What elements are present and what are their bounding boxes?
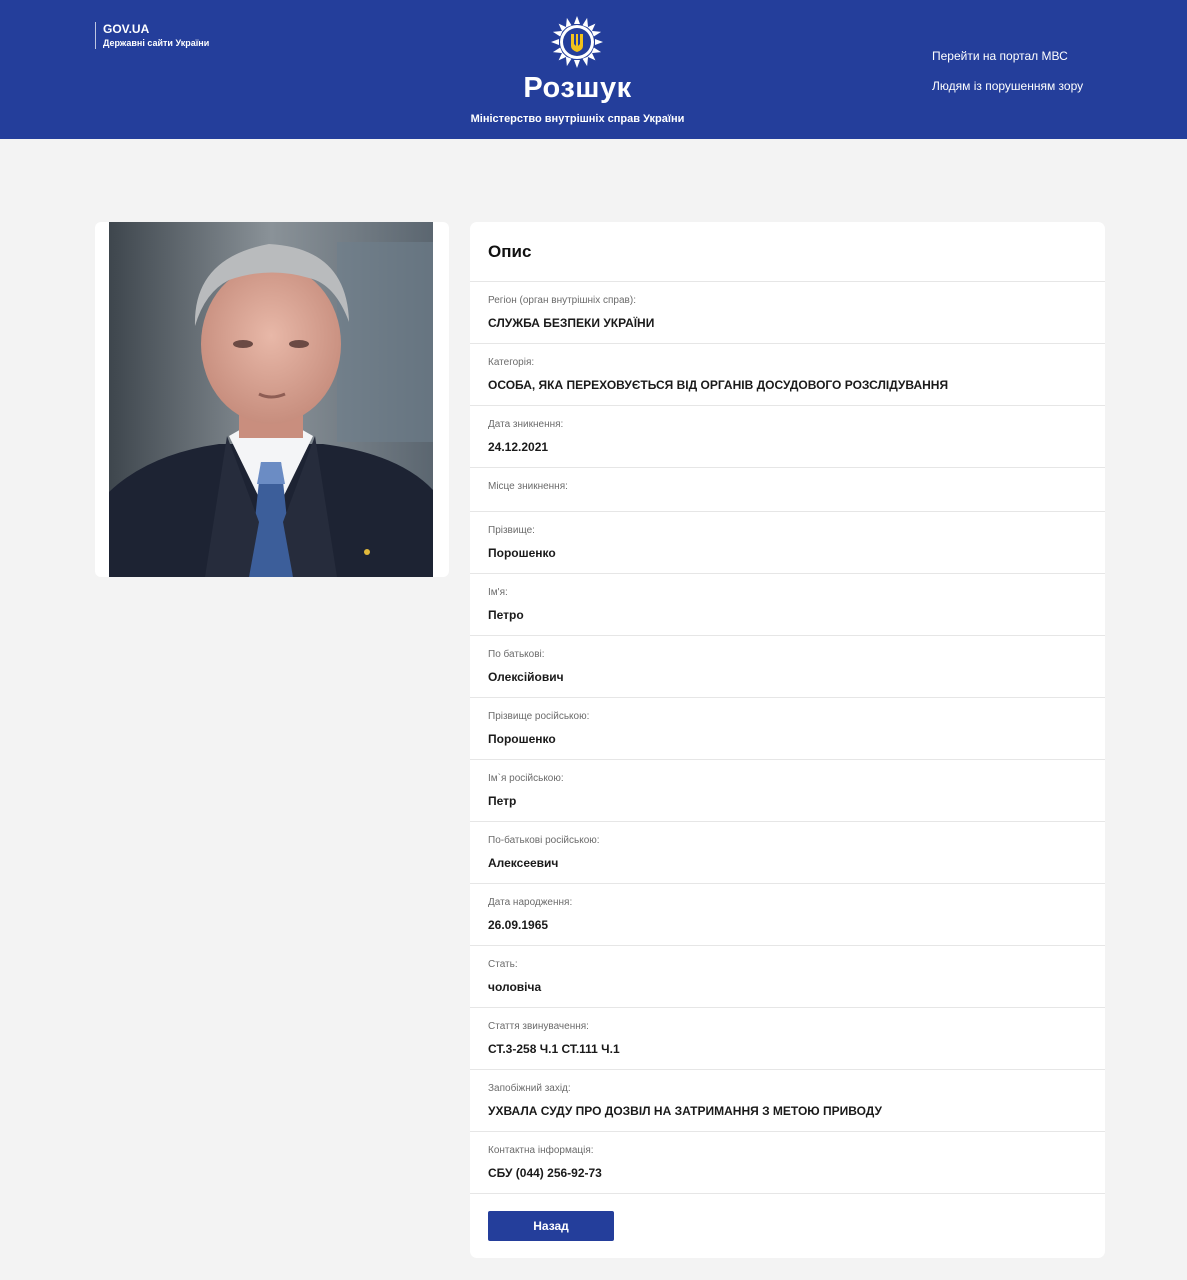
link-accessibility[interactable]: Людям із порушенням зору (932, 79, 1084, 93)
person-photo (109, 222, 433, 577)
field-label: Прізвище: (488, 525, 535, 536)
site-title: Розшук (523, 72, 632, 104)
link-mvs-portal[interactable]: Перейти на портал МВС (932, 49, 1068, 63)
field-label: Контактна інформація: (488, 1145, 594, 1156)
govua-logo[interactable] (95, 22, 209, 49)
field-row-region (470, 282, 1105, 344)
field-row-preventive-measure (470, 1070, 1105, 1132)
field-value: Порошенко (488, 546, 556, 560)
govua-subtitle: Державні сайти України (103, 38, 210, 48)
field-value: Алексеевич (488, 856, 559, 870)
govua-title: GOV.UA (103, 22, 150, 36)
field-value: СБУ (044) 256-92-73 (488, 1166, 602, 1180)
photo-card (95, 222, 449, 577)
field-label: Категорія: (488, 357, 535, 368)
field-value: СЛУЖБА БЕЗПЕКИ УКРАЇНИ (488, 316, 655, 330)
field-label: Ім`я російською: (488, 773, 564, 784)
field-value: 24.12.2021 (488, 440, 549, 454)
field-row-patronymic-ru (470, 822, 1105, 884)
field-value: Петр (488, 794, 517, 808)
field-label: Ім'я: (488, 587, 508, 598)
field-value: Олексійович (488, 670, 564, 684)
field-row-birth-date (470, 884, 1105, 946)
field-value: Петро (488, 608, 524, 622)
field-label: Стаття звинувачення: (488, 1021, 589, 1032)
field-row-missing-date (470, 406, 1105, 468)
field-value: ОСОБА, ЯКА ПЕРЕХОВУЄТЬСЯ ВІД ОРГАНІВ ДОСУДОВОГО РОЗСЛІДУВАННЯ (488, 378, 949, 392)
field-value: чоловіча (488, 980, 542, 994)
field-value: Порошенко (488, 732, 556, 746)
field-label: По-батькові російською: (488, 835, 600, 846)
field-row-patronymic (470, 636, 1105, 698)
description-panel (470, 222, 1105, 1258)
field-row-charge-article (470, 1008, 1105, 1070)
field-label: Стать: (488, 959, 518, 970)
field-label: Місце зникнення: (488, 481, 568, 492)
field-value: СТ.3-258 Ч.1 СТ.111 Ч.1 (488, 1042, 620, 1056)
field-label: Дата народження: (488, 897, 573, 908)
panel-title: Опис (470, 222, 1105, 282)
field-value: УХВАЛА СУДУ ПРО ДОЗВІЛ НА ЗАТРИМАННЯ З МЕТОЮ ПРИВОДУ (488, 1104, 882, 1118)
site-header (0, 0, 1187, 139)
field-row-surname (470, 512, 1105, 574)
police-star-emblem-icon (551, 16, 603, 68)
field-label: Дата зникнення: (488, 419, 564, 430)
field-row-first-name-ru (470, 760, 1105, 822)
field-row-surname-ru (470, 698, 1105, 760)
back-button[interactable]: Назад (488, 1211, 614, 1241)
field-label: По батькові: (488, 649, 545, 660)
field-label: Прізвище російською: (488, 711, 590, 722)
field-label: Запобіжний захід: (488, 1083, 571, 1094)
field-row-category (470, 344, 1105, 406)
field-label: Регіон (орган внутрішніх справ): (488, 295, 636, 306)
field-row-contact-info (470, 1132, 1105, 1194)
field-value: 26.09.1965 (488, 918, 549, 932)
field-row-missing-place (470, 468, 1105, 512)
site-subtitle: Міністерство внутрішніх справ України (470, 113, 685, 125)
field-row-first-name (470, 574, 1105, 636)
field-row-sex (470, 946, 1105, 1008)
